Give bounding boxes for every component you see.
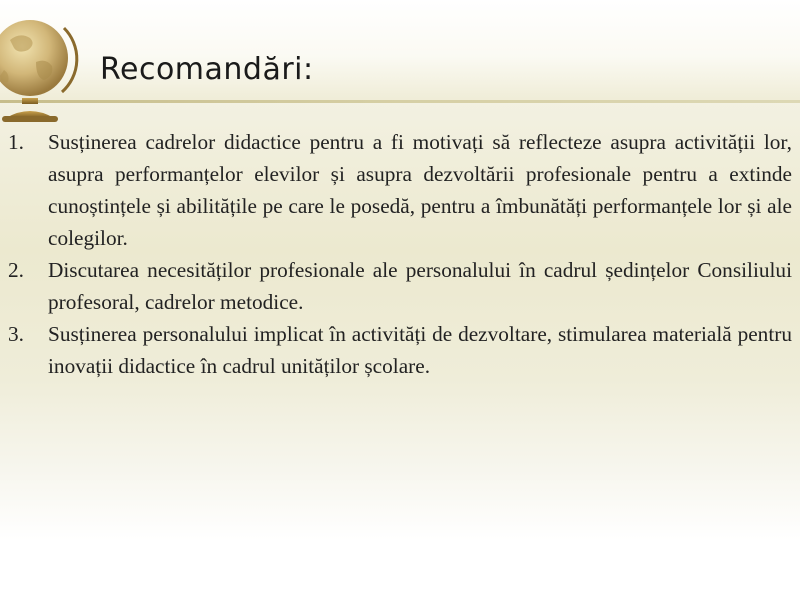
- list-item: [0, 318, 792, 382]
- list-item: [0, 126, 792, 254]
- list-item-text: Susținerea cadrelor didactice pentru a fi motivați să reflecteze asupra activității lor, asupra performanțelor elevilor și asupra dezvoltării profesionale pentru a extinde cunoștințele și abilitățile pe care le posedă, pentru a îmbunătăți performanțele lor și ale colegilor.: [48, 130, 792, 250]
- list-item-number: 3.: [8, 322, 24, 346]
- list-item-number: 1.: [8, 130, 24, 154]
- recommendations-list: [0, 126, 792, 382]
- title-divider: [0, 100, 800, 103]
- list-item-number: 2.: [8, 258, 24, 282]
- slide-title: Recomandări:: [100, 52, 314, 87]
- list-item-text: Susținerea personalului implicat în activități de dezvoltare, stimularea materială pentru inovații didactice în cadrul unităților școlare.: [48, 322, 792, 378]
- globe-icon: [0, 0, 82, 130]
- list-item: [0, 254, 792, 318]
- list-item-text: Discutarea necesităților profesionale ale personalului în cadrul ședințelor Consiliului profesoral, cadrelor metodice.: [48, 258, 792, 314]
